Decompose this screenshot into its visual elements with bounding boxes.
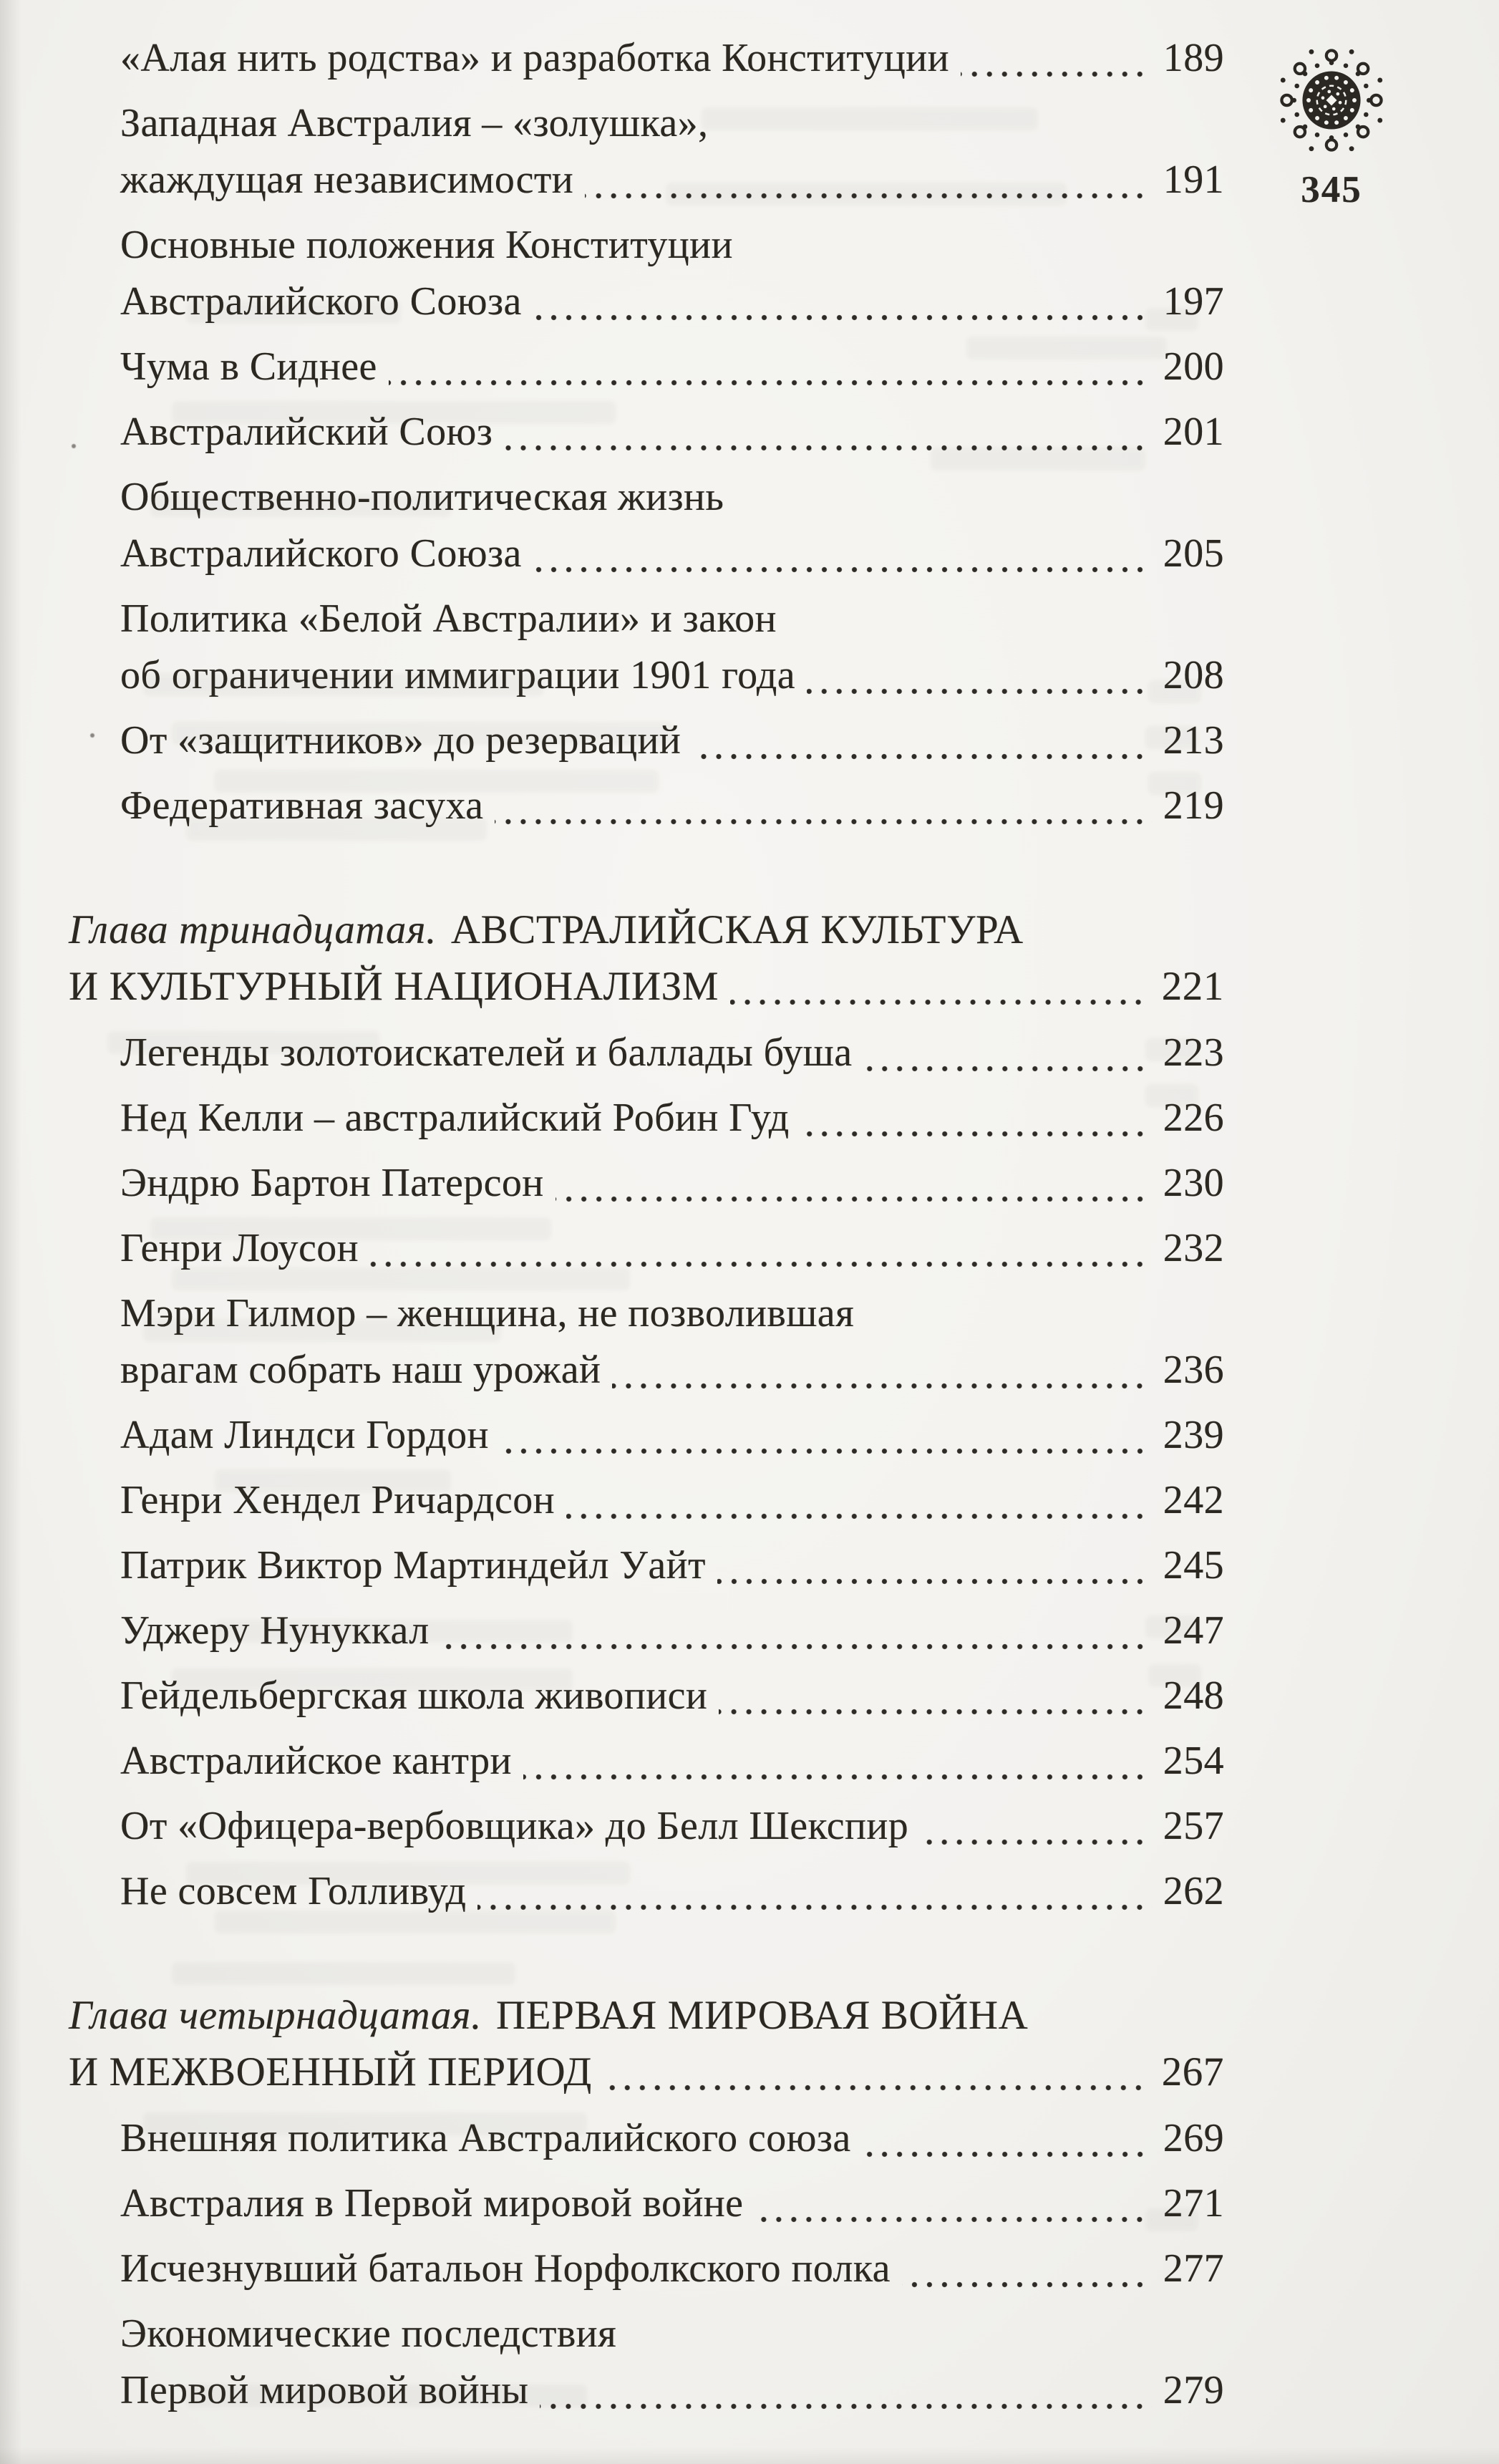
toc-line: [120, 1285, 1224, 1342]
toc-line: [120, 2175, 1224, 2232]
toc-line: [120, 1863, 1224, 1920]
entry-page-number: 213: [1163, 718, 1224, 763]
entry-page-number: 242: [1163, 1478, 1224, 1522]
dot-leader: [504, 445, 1151, 451]
toc-entry: [69, 591, 1224, 704]
entry-title-text: Генри Лоусон: [120, 1226, 359, 1270]
toc-entry: [69, 1090, 1224, 1146]
dot-leader: [556, 1196, 1152, 1202]
entry-page-number: 239: [1163, 1413, 1224, 1457]
toc-entry: [69, 1733, 1224, 1789]
entry-page-number: 219: [1163, 783, 1224, 828]
toc-line: [69, 2044, 1224, 2100]
toc-line: [120, 1472, 1224, 1529]
chapter-title-text: И КУЛЬТУРНЫЙ НАЦИОНАЛИЗМ: [69, 964, 719, 1009]
chapter-number-label: Глава четырнадцатая.: [69, 1993, 482, 2038]
toc-entry: [69, 404, 1224, 460]
entry-page-number: 267: [1161, 2049, 1224, 2095]
entry-title-text: Федеративная засуха: [120, 783, 484, 828]
toc-line: [120, 469, 1224, 526]
toc-entry: [69, 1603, 1224, 1659]
toc-line: [120, 778, 1224, 834]
entry-page-number: 257: [1163, 1804, 1224, 1848]
dot-leader: [719, 1709, 1152, 1715]
entry-title-text: Уджеру Нунуккал: [120, 1608, 430, 1653]
toc-line: [69, 958, 1224, 1015]
dot-leader: [540, 2403, 1151, 2410]
toc-line: [120, 1668, 1224, 1724]
entry-title-text: Политика «Белой Австралии» и закон: [120, 596, 777, 641]
entry-title-text: об ограничении иммиграции 1901 года: [120, 653, 796, 697]
dot-leader: [863, 2151, 1152, 2158]
entry-page-number: 205: [1163, 531, 1224, 576]
toc-line: [120, 1025, 1224, 1081]
entry-title-text: От «Офицера-вербовщика» до Белл Шекспир: [120, 1804, 909, 1848]
dot-leader: [755, 2216, 1151, 2223]
toc-line: [120, 2362, 1224, 2419]
dot-leader: [692, 753, 1152, 760]
toc-entry: [69, 1668, 1224, 1724]
toc-line: [120, 1155, 1224, 1212]
toc-entry: [69, 2241, 1224, 2297]
dot-leader: [533, 566, 1152, 573]
entry-page-number: 232: [1163, 1226, 1224, 1270]
entry-title-text: жаждущая независимости: [120, 158, 574, 202]
toc-line: [120, 274, 1224, 330]
toc-entry: [69, 712, 1224, 769]
dot-leader: [807, 688, 1152, 695]
toc-line: [120, 404, 1224, 460]
dot-leader: [920, 1839, 1152, 1845]
dot-leader: [441, 1643, 1152, 1650]
dot-leader: [370, 1261, 1152, 1267]
toc-line: [69, 902, 1224, 958]
toc-line: [120, 339, 1224, 395]
entry-title-text: Легенды золотоискателей и баллады буша: [120, 1030, 853, 1075]
toc-entry: [69, 1472, 1224, 1529]
entry-page-number: 226: [1163, 1096, 1224, 1140]
toc-entry: [69, 2306, 1224, 2419]
entry-page-number: 189: [1163, 36, 1224, 80]
toc-line: [120, 647, 1224, 704]
toc-entry: [69, 1537, 1224, 1594]
dot-leader: [389, 380, 1152, 386]
page-bottom-shading: [0, 2447, 1499, 2464]
toc-line: [120, 1342, 1224, 1398]
entry-title-text: Эндрю Бартон Патерсон: [120, 1161, 544, 1205]
toc-line: [120, 2306, 1224, 2362]
entry-page-number: 271: [1163, 2181, 1224, 2226]
toc-line: [120, 1407, 1224, 1464]
dot-leader: [717, 1578, 1152, 1585]
entry-title-text: Австралийское кантри: [120, 1739, 512, 1783]
entry-page-number: 191: [1163, 158, 1224, 202]
toc-line: [120, 217, 1224, 274]
entry-title-text: «Алая нить родства» и разработка Конституции: [120, 36, 950, 80]
toc-line: [120, 1603, 1224, 1659]
toc-entry: [69, 1863, 1224, 1920]
entry-title-text: Западная Австралия – «золушка»,: [120, 101, 709, 145]
entry-title-text: Не совсем Голливуд: [120, 1869, 467, 1913]
dot-leader: [730, 999, 1150, 1005]
entry-page-number: 236: [1163, 1348, 1224, 1392]
entry-title-text: Нед Келли – австралийский Робин Гуд: [120, 1096, 790, 1140]
entry-page-number: 208: [1163, 653, 1224, 697]
entry-title-text: Австралийский Союз: [120, 410, 493, 454]
toc-entry: [69, 469, 1224, 582]
dot-leader: [523, 1774, 1152, 1780]
entry-page-number: 197: [1163, 279, 1224, 324]
entry-title-text: Генри Хендел Ричардсон: [120, 1478, 555, 1522]
toc-line: [120, 712, 1224, 769]
entry-page-number: 223: [1163, 1030, 1224, 1075]
toc-entry: [69, 339, 1224, 395]
dot-leader: [585, 193, 1152, 199]
toc-line: [120, 1220, 1224, 1277]
rosette-ornament-icon: [1276, 44, 1387, 156]
entry-title-text: Гейдельбергская школа живописи: [120, 1673, 708, 1718]
dot-leader: [533, 314, 1152, 321]
page-corner: [1256, 44, 1407, 211]
dot-leader: [566, 1513, 1152, 1520]
dot-leader: [603, 2084, 1150, 2091]
entry-page-number: 277: [1163, 2246, 1224, 2291]
entry-title-text: Первой мировой войны: [120, 2368, 529, 2412]
entry-title-text: Основные положения Конституции: [120, 223, 733, 267]
entry-title-text: От «защитников» до резерваций: [120, 718, 681, 763]
toc-line: [120, 30, 1224, 87]
entry-page-number: 269: [1163, 2116, 1224, 2160]
folio-page-number: 345: [1301, 169, 1362, 211]
dot-leader: [864, 1066, 1152, 1072]
entry-page-number: 254: [1163, 1739, 1224, 1783]
toc-line: [120, 1798, 1224, 1855]
dot-leader: [961, 71, 1152, 77]
toc-entry: [69, 778, 1224, 834]
toc-line: [69, 1987, 1224, 2044]
toc-entry: [69, 30, 1224, 87]
entry-page-number: 200: [1163, 344, 1224, 389]
toc-line: [120, 2241, 1224, 2297]
entry-title-text: Австралийского Союза: [120, 279, 522, 324]
entry-title-text: Общественно-политическая жизнь: [120, 475, 724, 519]
entry-title-text: Австралийского Союза: [120, 531, 522, 576]
entry-title-text: Патрик Виктор Мартиндейл Уайт: [120, 1543, 706, 1588]
toc-entry: [69, 95, 1224, 208]
chapter-title-text: ПЕРВАЯ МИРОВАЯ ВОЙНА: [495, 1993, 1029, 2038]
chapter-number-label: Глава тринадцатая.: [69, 907, 437, 952]
toc-entry: [69, 1220, 1224, 1277]
toc-entry: [69, 1155, 1224, 1212]
toc-line: [120, 526, 1224, 582]
toc-line: [120, 152, 1224, 208]
toc-entry: [69, 1798, 1224, 1855]
entry-title-text: врагам собрать наш урожай: [120, 1348, 601, 1392]
dot-leader: [801, 1131, 1152, 1137]
toc-entry: [69, 217, 1224, 330]
dot-leader: [500, 1448, 1152, 1454]
entry-page-number: 279: [1163, 2368, 1224, 2412]
entry-title-text: Австралия в Первой мировой войне: [120, 2181, 744, 2226]
dot-leader: [612, 1383, 1151, 1389]
entry-page-number: 201: [1163, 410, 1224, 454]
toc-line: [120, 1733, 1224, 1789]
entry-title-text: Исчезнувший батальон Норфолкского полка: [120, 2246, 891, 2291]
entry-title-text: Мэри Гилмор – женщина, не позволившая: [120, 1291, 855, 1335]
dot-leader: [902, 2281, 1152, 2288]
toc-line: [120, 1537, 1224, 1594]
toc-chapter-heading: [69, 1987, 1224, 2100]
entry-page-number: 262: [1163, 1869, 1224, 1913]
dot-leader: [495, 818, 1151, 825]
toc-entry: [69, 2175, 1224, 2232]
toc-entry: [69, 1285, 1224, 1398]
entry-title-text: Внешняя политика Австралийского союза: [120, 2116, 851, 2160]
toc-line: [120, 95, 1224, 152]
entry-title-text: Адам Линдси Гордон: [120, 1413, 489, 1457]
toc-line: [120, 1090, 1224, 1146]
entry-page-number: 247: [1163, 1608, 1224, 1653]
toc-entry: [69, 1025, 1224, 1081]
entry-page-number: 245: [1163, 1543, 1224, 1588]
toc-entry: [69, 1407, 1224, 1464]
entry-title-text: Экономические последствия: [120, 2311, 617, 2356]
toc-entry: [69, 2110, 1224, 2167]
entry-title-text: Чума в Сиднее: [120, 344, 377, 389]
dot-leader: [477, 1904, 1151, 1910]
toc-line: [120, 2110, 1224, 2167]
entry-page-number: 230: [1163, 1161, 1224, 1205]
entry-page-number: 221: [1161, 964, 1224, 1009]
toc-chapter-heading: [69, 902, 1224, 1015]
chapter-title-text: АВСТРАЛИЙСКАЯ КУЛЬТУРА: [450, 907, 1024, 952]
entry-page-number: 248: [1163, 1673, 1224, 1718]
toc-line: [120, 591, 1224, 647]
chapter-title-text: И МЕЖВОЕННЫЙ ПЕРИОД: [69, 2049, 592, 2095]
